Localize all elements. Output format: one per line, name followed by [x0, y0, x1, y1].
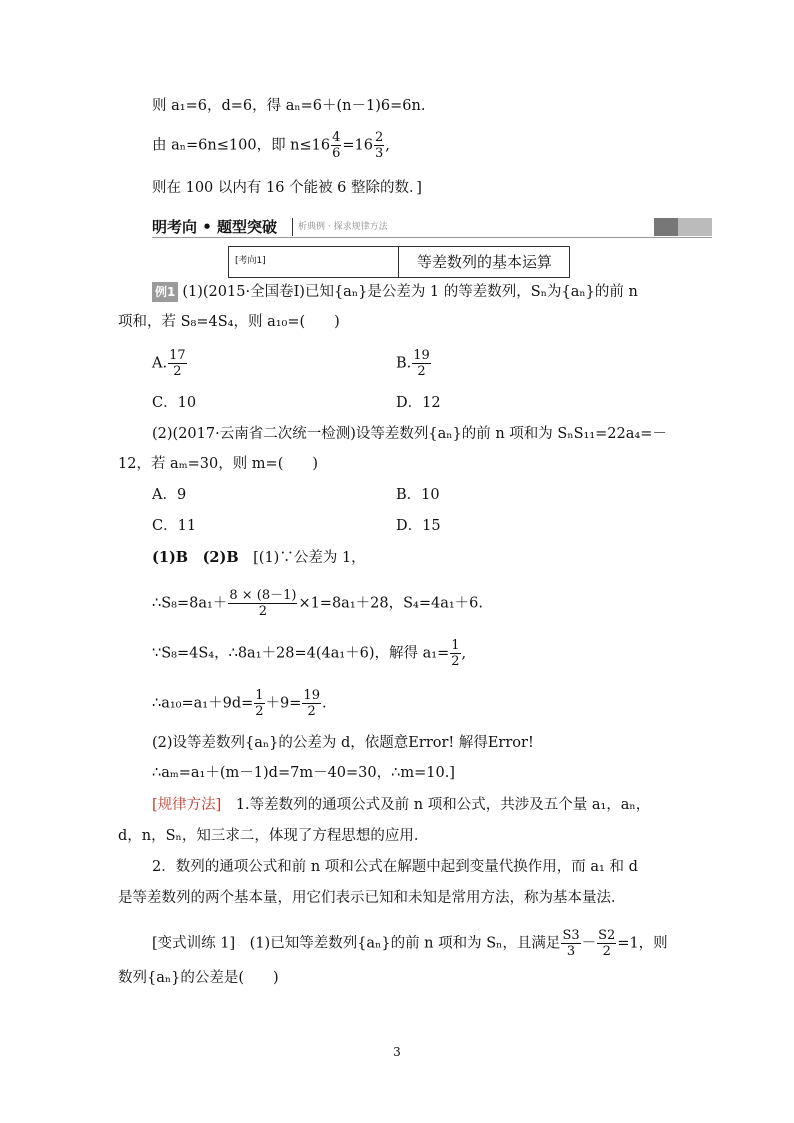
topic-title: 等差数列的基本运算 [416, 253, 552, 271]
method-paragraph-2: 2．数列的通项公式和前 n 项和公式在解题中起到变量代换作用，而 a₁ 和 d [152, 859, 638, 875]
example-label: 例1 [152, 282, 178, 302]
variant-question: [变式训练 1] (1)已知等差数列{aₙ}的前 n 项和为 Sₙ，且满足 $\frac{S3}{3}$ － $\frac{S2}{2}$ =1，则 [152, 928, 668, 959]
fraction: $\frac{4}{6}$ [332, 130, 341, 161]
method-paragraph-1-cont: d，n，Sₙ，知三求二，体现了方程思想的应用． [118, 828, 429, 844]
topic-box [228, 246, 570, 278]
option-d: D．15 [396, 518, 441, 534]
option-a: A．9 [152, 487, 187, 503]
solution-line-3: 则在 100 以内有 16 个能被 6 整除的数．] [152, 180, 422, 196]
answer: (1)B (2)B [152, 549, 239, 566]
header-decoration [654, 218, 678, 236]
method-label: [规律方法] [152, 797, 222, 813]
option-c: C．11 [152, 518, 197, 534]
solution-line-2: 由 aₙ=6n≤100，即 n≤16 $\frac{4}{6}$ =16 $\frac{2}{3}$ , [152, 130, 390, 161]
solution-step-5: ∴aₘ=a₁＋(m－1)d=7m－40=30，∴m=10.] [152, 765, 455, 781]
fraction: $\frac{2}{3}$ [375, 130, 384, 161]
header-rule [152, 237, 712, 238]
solution-step-4: (2)设等差数列{aₙ}的公差为 d，依题意Error! 解得Error! [152, 735, 534, 751]
header-decoration [678, 218, 712, 236]
example-question-1: 例1 (1)(2015·全国卷Ⅰ)已知{aₙ}是公差为 1 的等差数列，Sₙ为{aₙ}的前 n [152, 282, 638, 302]
option-b: B. $\frac{19}{2}$ [396, 348, 430, 379]
answer-line: (1)B (2)B [(1)∵公差为 1， [152, 549, 366, 566]
option-d: D．12 [396, 395, 441, 411]
option-c: C．10 [152, 395, 197, 411]
example-question-2: (2)(2017·云南省二次统一检测)设等差数列{aₙ}的前 n 项和为 SₙS₁₁=22a₄=－ [152, 426, 667, 442]
variant-label: [变式训练 1] [152, 935, 236, 952]
solution-step-3: ∴a₁₀=a₁＋9d= $\frac{1}{2}$ ＋9= $\frac{19}{2}$ . [152, 688, 327, 719]
example-question-1-cont: 项和，若 S₈=4S₄，则 a₁₀=( ) [118, 314, 340, 330]
solution-step-1: ∴S₈=8a₁＋ $\frac{8 \times (8-1)}{2}$ ×1=8a₁＋28，S₄=4a₁＋6. [152, 588, 484, 619]
option-a: A. $\frac{17}{2}$ [152, 348, 186, 379]
variant-question-cont: 数列{aₙ}的公差是( ) [118, 970, 279, 986]
method-paragraph-1: [规律方法] 1.等差数列的通项公式及前 n 项和公式，共涉及五个量 a₁，aₙ， [152, 797, 651, 813]
section-title: 明考向 • 题型突破 [152, 218, 278, 236]
divider [292, 218, 293, 236]
example-question-2-cont: 12，若 aₘ=30，则 m=( ) [118, 456, 319, 472]
solution-step-2: ∵S₈=4S₄，∴8a₁＋28=4(4a₁＋6)，解得 a₁= $\frac{1}{2}$ , [152, 638, 467, 669]
solution-line-1: 则 a₁=6，d=6，得 aₙ=6＋(n－1)6=6n. [152, 98, 426, 114]
page-number: 3 [393, 1045, 401, 1059]
section-subtitle: 析典例 · 探求规律方法 [298, 222, 388, 232]
option-b: B．10 [396, 487, 440, 503]
section-header [152, 216, 712, 238]
topic-tag: [考向1] [229, 247, 399, 277]
method-paragraph-2-cont: 是等差数列的两个基本量，用它们表示已知和未知是常用方法，称为基本量法． [118, 890, 626, 906]
